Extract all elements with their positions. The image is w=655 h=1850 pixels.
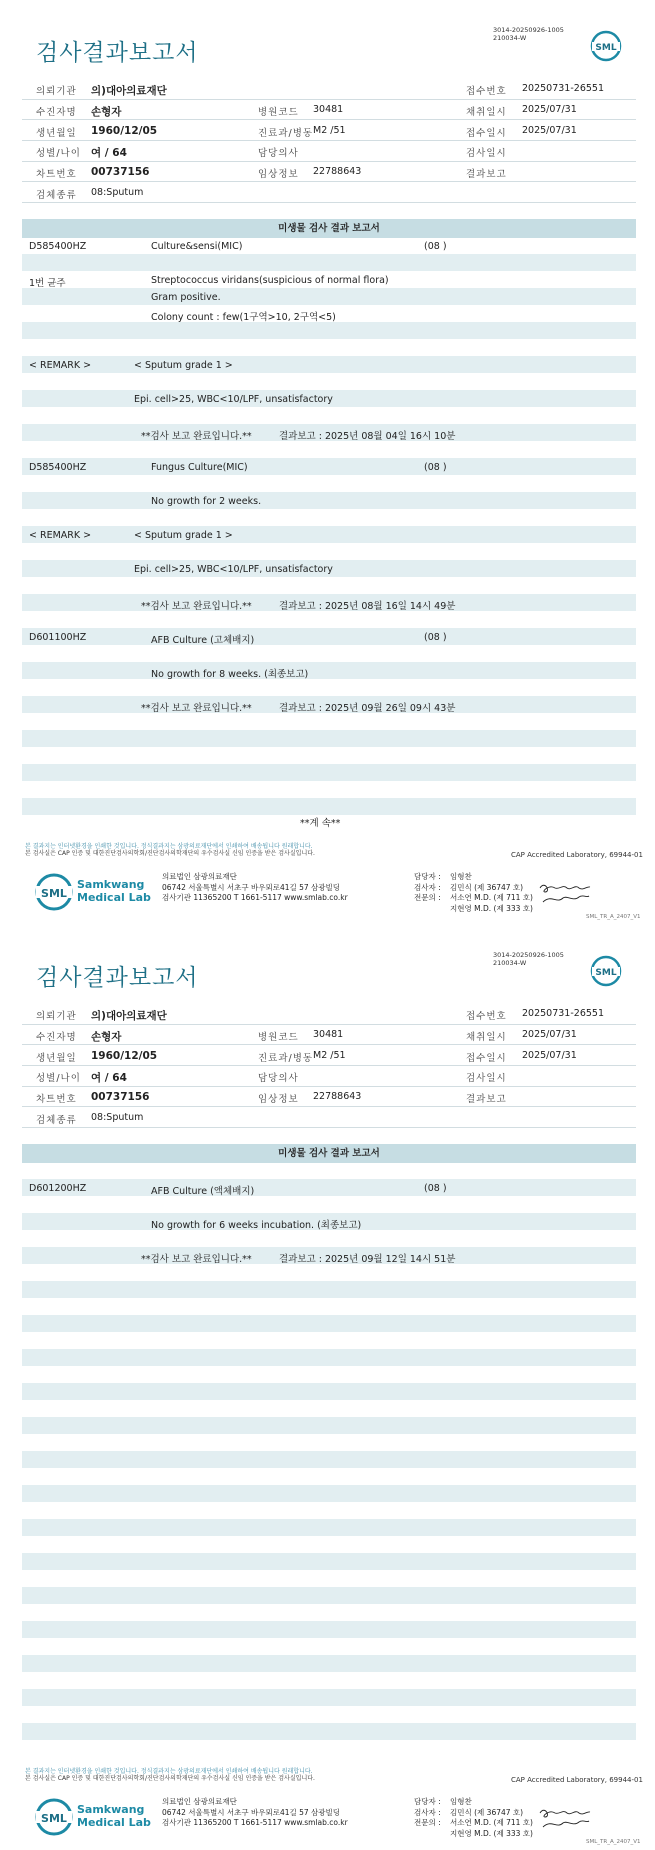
staff-value: 서소연 M.D. (제 711 호) (450, 1818, 533, 1827)
specimen-value: 08:Sputum (91, 187, 144, 198)
clinical-value: 22788643 (313, 1091, 362, 1102)
staff-value: 지현영 M.D. (제 333 호) (450, 903, 533, 913)
patient-label: 수진자명 (36, 107, 77, 118)
sml-logo-icon (590, 30, 622, 62)
remark-text: < Sputum grade 1 > (134, 360, 233, 371)
birth-value: 1960/12/05 (91, 1050, 158, 1062)
staff-key: 검사자 : (414, 882, 441, 892)
receipt-no-label: 접수번호 (466, 1011, 507, 1022)
specimen-label: 검체종류 (36, 1115, 77, 1126)
dept-value: M2 /51 (313, 1050, 346, 1061)
inst-line2: 06742 서울특별시 서초구 바우뫼로41길 57 삼광빌딩 (162, 882, 341, 892)
notice-line2: 본 검사실은 CAP 인증 및 대한진단검사의학회/진단검사의학재단의 우수검사실 신임 인증을 받은 검사실입니다. (25, 1775, 315, 1782)
collect-date-value: 2025/07/31 (522, 104, 577, 115)
clinical-value: 22788643 (313, 166, 362, 177)
staff-value: 김민식 (제 36747 호) (450, 1807, 524, 1817)
svg-text:SML: SML (41, 887, 67, 900)
report-complete: **검사 보고 완료입니다.** (141, 1254, 252, 1265)
svg-text:SML: SML (595, 43, 617, 53)
staff-value: 서소연 M.D. (제 711 호) (450, 893, 533, 902)
sex-age-label: 성별/나이 (36, 148, 81, 159)
document-id-line2: 210034-W (493, 959, 527, 967)
staff-key: 전문의 : (414, 893, 441, 902)
staff-value: 지현영 M.D. (제 333 호) (450, 1828, 533, 1838)
specimen-label: 검체종류 (36, 190, 77, 201)
chart-no-value: 00737156 (91, 166, 150, 178)
institution-info (162, 872, 348, 904)
report-page-2 (0, 925, 655, 1850)
staff-value: 임형찬 (450, 1797, 472, 1806)
doctor-label: 담당의사 (258, 1073, 299, 1084)
birth-label: 생년월일 (36, 128, 77, 139)
document-id-line2: 210034-W (493, 34, 527, 42)
test-date-label: 검사일시 (466, 1073, 507, 1084)
organism-label: 1번 균주 (29, 278, 66, 289)
inst-line2: 06742 서울특별시 서초구 바우뫼로41길 57 삼광빌딩 (162, 1807, 341, 1817)
notice-line1: 본 결과지는 인터넷환경을 인쇄한 것입니다. 정식결과지는 삼광의료재단에서 인쇄하여 배송됩니다 원래합니다. (25, 843, 313, 850)
section-title: 미생물 검사 결과 보고서 (22, 219, 636, 238)
organism-name: Streptococcus viridans(suspicious of normal flora) (151, 275, 389, 286)
receipt-date-value: 2025/07/31 (522, 1050, 577, 1061)
report-title: 검사결과보고서 (36, 965, 199, 991)
svg-text:SML: SML (595, 968, 617, 978)
clinical-label: 임상정보 (258, 169, 299, 180)
result-report-label: 결과보고 (466, 169, 507, 180)
receipt-date-label: 접수일시 (466, 1053, 507, 1064)
result-text: No growth for 8 weeks. (최종보고) (151, 669, 309, 680)
chart-no-label: 차트번호 (36, 169, 77, 180)
test-name: Fungus Culture(MIC) (151, 462, 248, 473)
result-text: No growth for 2 weeks. (151, 496, 262, 507)
sex-age-value: 여 / 64 (91, 147, 127, 159)
patient-label: 수진자명 (36, 1032, 77, 1043)
staff-key: 담당자 : (414, 872, 441, 881)
test-name: AFB Culture (고체배지) (151, 635, 255, 646)
inst-line3: 검사기관 11365200 T 1661-5117 www.smlab.co.kr (162, 893, 348, 902)
report-complete: **검사 보고 완료입니다.** (141, 703, 252, 714)
footer-notice (25, 843, 315, 857)
staff-key: 담당자 : (414, 1797, 441, 1806)
result-text: No growth for 6 weeks incubation. (최종보고) (151, 1220, 362, 1231)
report-time: 결과보고 : 2025년 09월 26일 09시 43분 (279, 703, 456, 714)
birth-value: 1960/12/05 (91, 125, 158, 137)
chart-no-label: 차트번호 (36, 1094, 77, 1105)
hospital-code-label: 병원코드 (258, 1032, 299, 1043)
staff-key: 검사자 : (414, 1807, 441, 1817)
remark-detail: Epi. cell>25, WBC<10/LPF, unsatisfactory (134, 394, 333, 405)
clinical-label: 임상정보 (258, 1094, 299, 1105)
dept-label: 진료과/병동 (258, 128, 314, 139)
staff-value: 김민식 (제 36747 호) (450, 882, 524, 892)
logo-text-line1: Samkwang (77, 878, 145, 891)
doctor-label: 담당의사 (258, 148, 299, 159)
test-code: D585400HZ (29, 241, 87, 252)
remark-detail: Epi. cell>25, WBC<10/LPF, unsatisfactory (134, 564, 333, 575)
test-code: D585400HZ (29, 462, 87, 473)
institution-label: 의뢰기관 (36, 1011, 77, 1022)
report-time: 결과보고 : 2025년 08월 04일 16시 10분 (279, 431, 456, 442)
logo-text-line2: Medical Lab (77, 1816, 151, 1829)
result-text: Gram positive. (151, 292, 221, 303)
patient-value: 손형자 (91, 106, 122, 118)
test-name: Culture&sensi(MIC) (151, 241, 243, 252)
document-id (493, 26, 564, 42)
test-code: D601200HZ (29, 1183, 87, 1194)
form-version: SML_TR_A_2407_V1 (586, 1839, 641, 1845)
samkwang-logo (34, 872, 151, 912)
report-title: 검사결과보고서 (36, 40, 199, 66)
signature-icon (537, 878, 592, 906)
specimen-code: (08 ) (424, 462, 447, 473)
remark-text: < Sputum grade 1 > (134, 530, 233, 541)
collect-date-label: 채취일시 (466, 1032, 507, 1043)
patient-value: 손형자 (91, 1031, 122, 1043)
cap-accreditation: CAP Accredited Laboratory, 69944-01 (511, 1776, 643, 1784)
sml-footer-logo-icon (34, 872, 74, 912)
report-time: 결과보고 : 2025년 08월 16일 14시 49분 (279, 601, 456, 612)
sex-age-value: 여 / 64 (91, 1072, 127, 1084)
institution-label: 의뢰기관 (36, 86, 77, 97)
colony-count: Colony count : few(1구역>10, 2구역<5) (151, 312, 336, 323)
staff-key: 전문의 : (414, 1818, 441, 1827)
form-version: SML_TR_A_2407_V1 (586, 914, 641, 920)
receipt-no-value: 20250731-26551 (522, 1008, 605, 1019)
hospital-code-value: 30481 (313, 1029, 344, 1040)
test-code: D601100HZ (29, 632, 87, 643)
logo-text-line1: Samkwang (77, 1803, 145, 1816)
samkwang-logo (34, 1797, 151, 1837)
sex-age-label: 성별/나이 (36, 1073, 81, 1084)
specimen-value: 08:Sputum (91, 1112, 144, 1123)
sml-logo-icon (590, 955, 622, 987)
chart-no-value: 00737156 (91, 1091, 150, 1103)
inst-line1: 의료법인 삼광의료재단 (162, 872, 237, 881)
section-title: 미생물 검사 결과 보고서 (22, 1144, 636, 1163)
specimen-code: (08 ) (424, 1183, 447, 1194)
hospital-code-label: 병원코드 (258, 107, 299, 118)
institution-value: 의)대아의료재단 (91, 1010, 167, 1022)
document-id-line1: 3014-20250926-1005 (493, 26, 564, 34)
receipt-no-value: 20250731-26551 (522, 83, 605, 94)
sml-footer-logo-icon (34, 1797, 74, 1837)
staff-info (414, 1797, 533, 1839)
institution-info (162, 1797, 348, 1829)
receipt-date-label: 접수일시 (466, 128, 507, 139)
hospital-code-value: 30481 (313, 104, 344, 115)
footer-notice (25, 1768, 315, 1782)
logo-text-line2: Medical Lab (77, 891, 151, 904)
dept-label: 진료과/병동 (258, 1053, 314, 1064)
test-date-label: 검사일시 (466, 148, 507, 159)
collect-date-value: 2025/07/31 (522, 1029, 577, 1040)
receipt-date-value: 2025/07/31 (522, 125, 577, 136)
remark-label: < REMARK > (29, 360, 92, 371)
cap-accreditation: CAP Accredited Laboratory, 69944-01 (511, 851, 643, 859)
remark-label: < REMARK > (29, 530, 92, 541)
result-report-label: 결과보고 (466, 1094, 507, 1105)
receipt-no-label: 접수번호 (466, 86, 507, 97)
birth-label: 생년월일 (36, 1053, 77, 1064)
report-complete: **검사 보고 완료입니다.** (141, 431, 252, 442)
staff-value: 임형찬 (450, 872, 472, 881)
specimen-code: (08 ) (424, 241, 447, 252)
dept-value: M2 /51 (313, 125, 346, 136)
report-complete: **검사 보고 완료입니다.** (141, 601, 252, 612)
document-id-line1: 3014-20250926-1005 (493, 951, 564, 959)
report-time: 결과보고 : 2025년 09월 12일 14시 51분 (279, 1254, 456, 1265)
svg-text:SML: SML (41, 1812, 67, 1825)
notice-line2: 본 검사실은 CAP 인증 및 대한진단검사의학회/진단검사의학재단의 우수검사실 신임 인증을 받은 검사실입니다. (25, 850, 315, 857)
continued-marker: **계 속** (300, 818, 341, 829)
collect-date-label: 채취일시 (466, 107, 507, 118)
staff-info (414, 872, 533, 914)
inst-line3: 검사기관 11365200 T 1661-5117 www.smlab.co.kr (162, 1818, 348, 1827)
notice-line1: 본 결과지는 인터넷환경을 인쇄한 것입니다. 정식결과지는 삼광의료재단에서 인쇄하여 배송됩니다 원래합니다. (25, 1768, 313, 1775)
signature-icon (537, 1803, 592, 1831)
inst-line1: 의료법인 삼광의료재단 (162, 1797, 237, 1806)
test-name: AFB Culture (액체배지) (151, 1186, 255, 1197)
institution-value: 의)대아의료재단 (91, 85, 167, 97)
document-id (493, 951, 564, 967)
specimen-code: (08 ) (424, 632, 447, 643)
